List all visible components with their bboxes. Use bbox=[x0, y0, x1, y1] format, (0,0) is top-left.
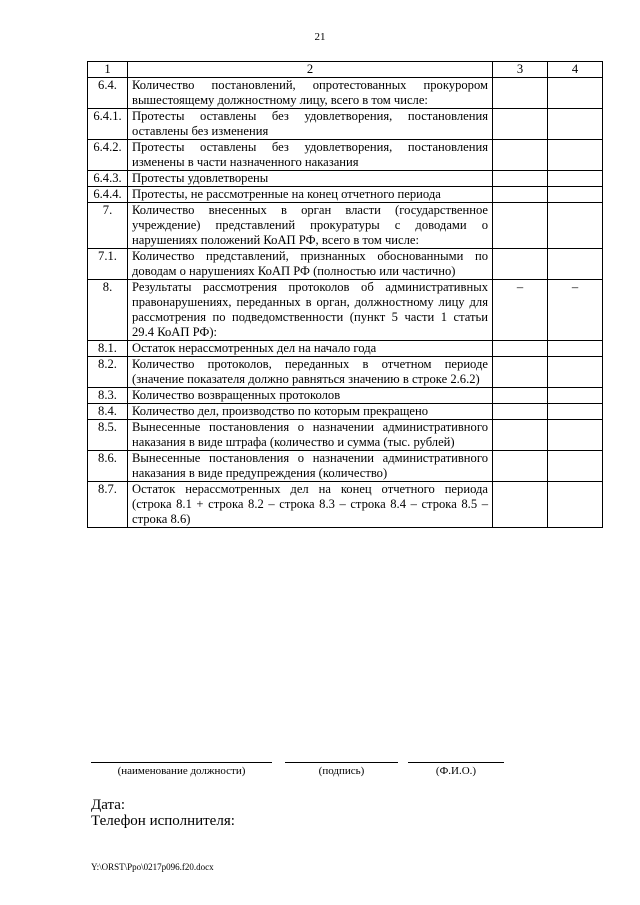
column-4-value-cell bbox=[548, 388, 603, 404]
column-4-value-cell bbox=[548, 420, 603, 451]
row-number-cell: 6.4.2. bbox=[88, 140, 128, 171]
column-3-value-cell bbox=[493, 420, 548, 451]
table-row bbox=[88, 109, 603, 140]
column-3-value-cell bbox=[493, 203, 548, 249]
column-3-value-cell bbox=[493, 78, 548, 109]
row-number-cell: 8.3. bbox=[88, 388, 128, 404]
table-row bbox=[88, 357, 603, 388]
row-number-cell: 8.5. bbox=[88, 420, 128, 451]
table-row bbox=[88, 404, 603, 420]
row-number-cell: 7. bbox=[88, 203, 128, 249]
row-number-cell: 8.7. bbox=[88, 482, 128, 528]
table-row bbox=[88, 171, 603, 187]
row-number-cell: 6.4. bbox=[88, 78, 128, 109]
row-number-cell: 8.4. bbox=[88, 404, 128, 420]
column-3-value-cell bbox=[493, 482, 548, 528]
table-row bbox=[88, 140, 603, 171]
row-description-cell: Протесты оставлены без удовлетворения, постановления изменены в части назначенного наказания bbox=[128, 140, 493, 171]
phone-label: Телефон исполнителя: bbox=[91, 813, 235, 829]
column-3-value-cell bbox=[493, 451, 548, 482]
table-row bbox=[88, 451, 603, 482]
column-4-value-cell bbox=[548, 187, 603, 203]
row-description-cell: Остаток нерассмотренных дел на начало года bbox=[128, 341, 493, 357]
page-number: 21 bbox=[314, 31, 326, 43]
row-description-cell: Количество постановлений, опротестованных прокурором вышестоящему должностному лицу, всего в том числе: bbox=[128, 78, 493, 109]
column-3-value-cell bbox=[493, 357, 548, 388]
row-number-cell: 8.1. bbox=[88, 341, 128, 357]
row-description-cell: Количество возвращенных протоколов bbox=[128, 388, 493, 404]
column-3-value-cell: – bbox=[493, 280, 548, 341]
report-table bbox=[87, 61, 603, 528]
column-3-value-cell bbox=[493, 171, 548, 187]
column-4-value-cell bbox=[548, 451, 603, 482]
row-number-cell: 8.2. bbox=[88, 357, 128, 388]
table-row bbox=[88, 420, 603, 451]
column-header: 1 bbox=[88, 62, 128, 78]
date-label: Дата: bbox=[91, 797, 126, 813]
column-3-value-cell bbox=[493, 404, 548, 420]
column-4-value-cell bbox=[548, 482, 603, 528]
row-number-cell: 6.4.3. bbox=[88, 171, 128, 187]
table-row bbox=[88, 78, 603, 109]
table-row bbox=[88, 280, 603, 341]
table-row bbox=[88, 388, 603, 404]
row-description-cell: Протесты оставлены без удовлетворения, постановления оставлены без изменения bbox=[128, 109, 493, 140]
name-label: (Ф.И.О.) bbox=[435, 765, 477, 777]
column-4-value-cell bbox=[548, 357, 603, 388]
column-header: 4 bbox=[548, 62, 603, 78]
column-3-value-cell bbox=[493, 388, 548, 404]
column-4-value-cell bbox=[548, 203, 603, 249]
row-number-cell: 8.6. bbox=[88, 451, 128, 482]
signature-label: (подпись) bbox=[318, 765, 365, 777]
column-3-value-cell bbox=[493, 109, 548, 140]
column-4-value-cell bbox=[548, 404, 603, 420]
column-4-value-cell bbox=[548, 140, 603, 171]
table-row bbox=[88, 482, 603, 528]
column-3-value-cell bbox=[493, 341, 548, 357]
name-signature-line bbox=[408, 762, 504, 763]
row-description-cell: Количество представлений, признанных обоснованными по доводам о нарушениях КоАП РФ (полностью или частично) bbox=[128, 249, 493, 280]
signature-line bbox=[285, 762, 398, 763]
position-signature-line bbox=[91, 762, 272, 763]
row-description-cell: Результаты рассмотрения протоколов об административных правонарушениях, переданных в орган, должностному лицу для рассмотрения по подведомственности (пункт 5 части 1 статьи 29.4 КоАП РФ): bbox=[128, 280, 493, 341]
column-4-value-cell bbox=[548, 249, 603, 280]
table-header-row bbox=[88, 62, 603, 78]
column-3-value-cell bbox=[493, 187, 548, 203]
row-number-cell: 6.4.4. bbox=[88, 187, 128, 203]
row-description-cell: Количество протоколов, переданных в отчетном периоде (значение показателя должно равняться значению в строке 2.6.2) bbox=[128, 357, 493, 388]
table-row bbox=[88, 341, 603, 357]
table-row bbox=[88, 187, 603, 203]
position-label: (наименование должности) bbox=[117, 765, 246, 777]
row-description-cell: Количество дел, производство по которым прекращено bbox=[128, 404, 493, 420]
row-number-cell: 7.1. bbox=[88, 249, 128, 280]
column-4-value-cell bbox=[548, 341, 603, 357]
column-4-value-cell bbox=[548, 109, 603, 140]
table-row bbox=[88, 203, 603, 249]
row-number-cell: 8. bbox=[88, 280, 128, 341]
row-description-cell: Протесты удовлетворены bbox=[128, 171, 493, 187]
table-row bbox=[88, 249, 603, 280]
row-description-cell: Вынесенные постановления о назначении административного наказания в виде предупреждения (количество) bbox=[128, 451, 493, 482]
column-3-value-cell bbox=[493, 140, 548, 171]
file-path: Y:\ORST\Ppo\0217p096.f20.docx bbox=[91, 862, 214, 872]
row-description-cell: Остаток нерассмотренных дел на конец отчетного периода (строка 8.1 + строка 8.2 – строка 8.3 – строка 8.4 – строка 8.5 – строка 8.6) bbox=[128, 482, 493, 528]
column-4-value-cell bbox=[548, 171, 603, 187]
column-4-value-cell: – bbox=[548, 280, 603, 341]
column-3-value-cell bbox=[493, 249, 548, 280]
column-header: 3 bbox=[493, 62, 548, 78]
row-description-cell: Количество внесенных в орган власти (государственное учреждение) представлений прокуратуры с доводами о нарушениях положений КоАП РФ, всего в том числе: bbox=[128, 203, 493, 249]
row-description-cell: Протесты, не рассмотренные на конец отчетного периода bbox=[128, 187, 493, 203]
row-description-cell: Вынесенные постановления о назначении административного наказания в виде штрафа (количество и сумма (тыс. рублей) bbox=[128, 420, 493, 451]
row-number-cell: 6.4.1. bbox=[88, 109, 128, 140]
column-4-value-cell bbox=[548, 78, 603, 109]
column-header: 2 bbox=[128, 62, 493, 78]
